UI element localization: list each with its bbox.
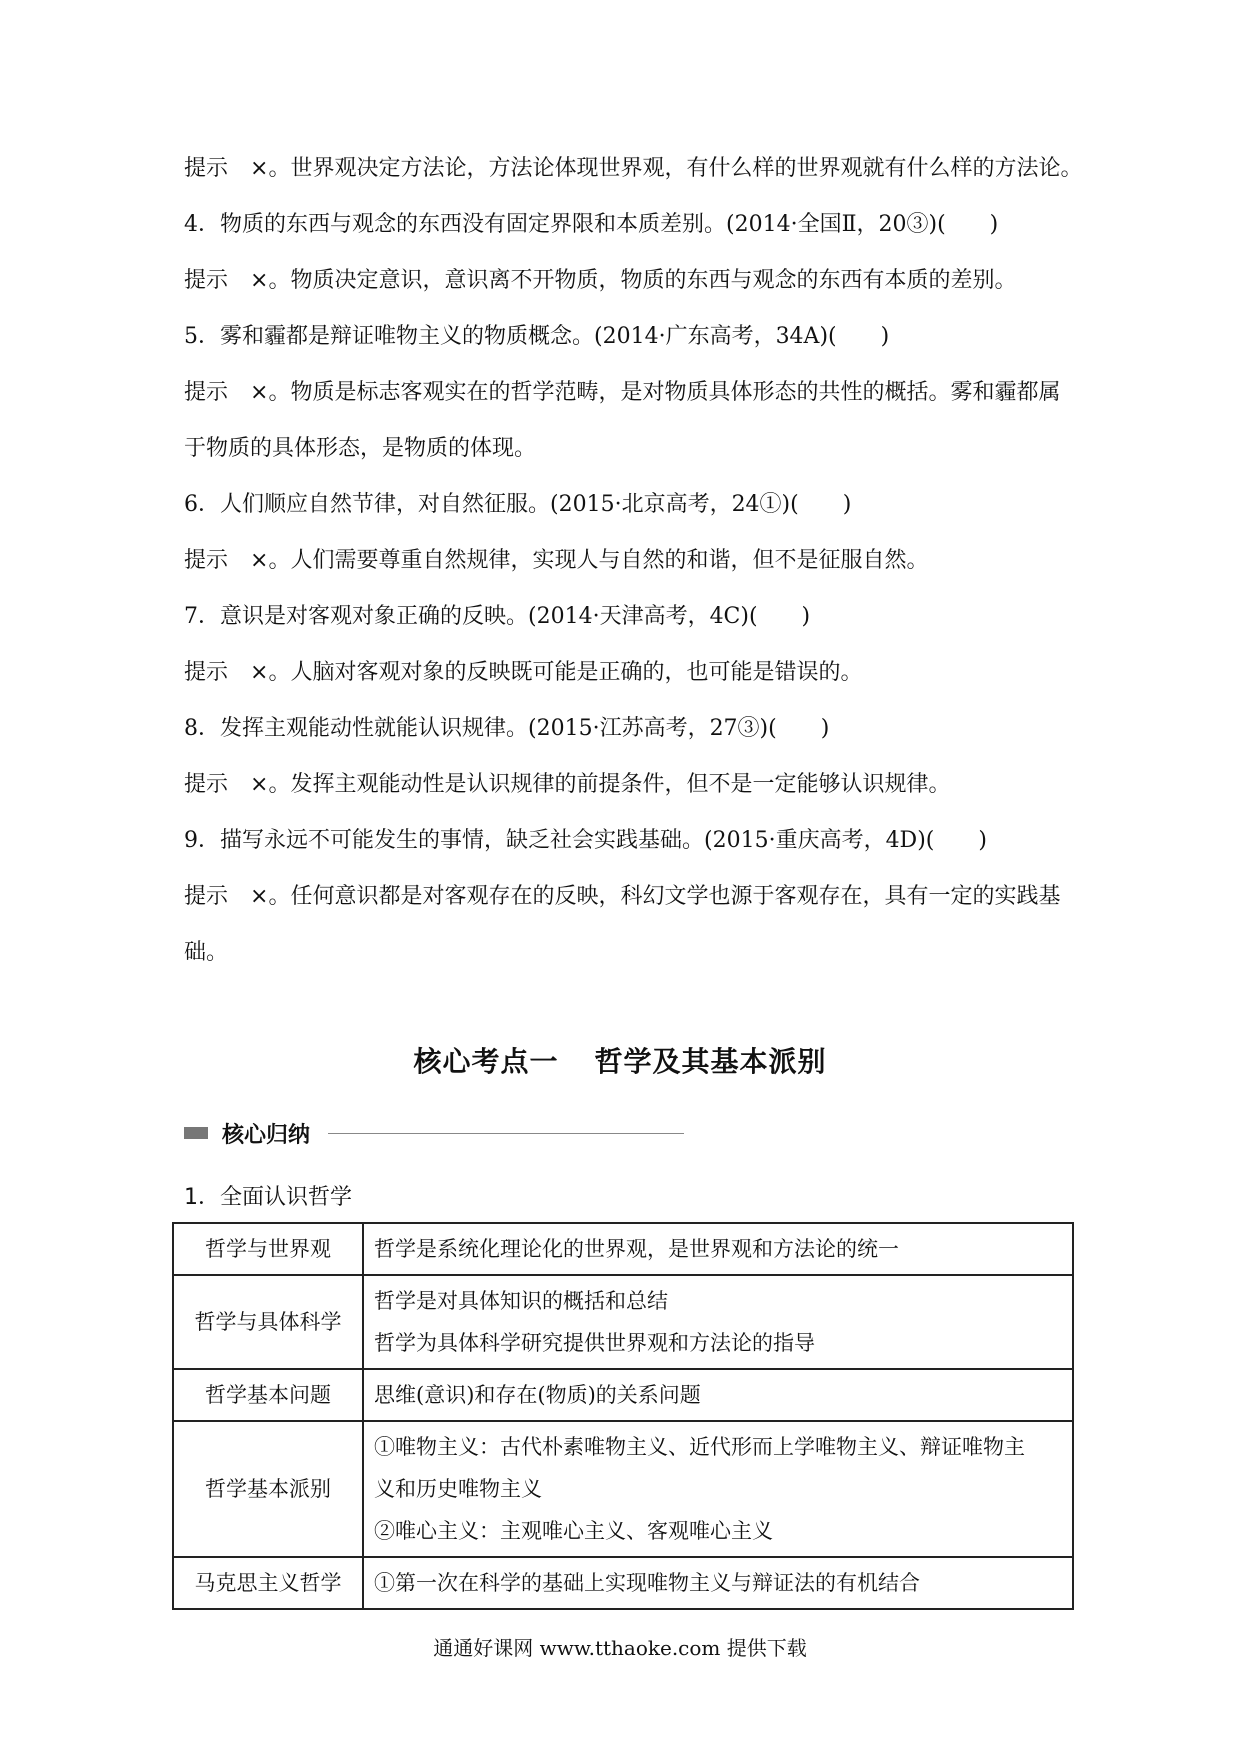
hint-line <box>184 154 1083 184</box>
hint-line <box>184 658 1064 688</box>
subheading-marker-icon <box>184 1127 208 1139</box>
hint-text: ×。任何意识都是对客观存在的反映，科幻文学也源于客观存在，具有一定的实践基 <box>250 884 1061 909</box>
table-value-line: ②唯心主义：主观唯心主义、客观唯心主义 <box>374 1519 773 1543</box>
table-value-line: 哲学是系统化理论化的世界观，是世界观和方法论的统一 <box>374 1237 899 1261</box>
item-title: 1．全面认识哲学 <box>184 1185 352 1210</box>
hint-text: ×。物质决定意识，意识离不开物质，物质的东西与观念的东西有本质的差别。 <box>250 268 1017 293</box>
table-key: 哲学与世界观 <box>173 1223 363 1275</box>
subheading-label: 核心归纳 <box>222 1122 311 1148</box>
table-value-line: 哲学为具体科学研究提供世界观和方法论的指导 <box>374 1331 815 1355</box>
table-row <box>173 1275 1073 1369</box>
table-value <box>363 1421 1073 1557</box>
question-line: 8．发挥主观能动性就能认识规律。(2015·江苏高考，27③)( ) <box>184 716 830 741</box>
question-line: 4．物质的东西与观念的东西没有固定界限和本质差别。(2014·全国Ⅱ，20③)( ) <box>184 212 999 237</box>
section-title-number: 核心考点一 <box>413 1045 559 1078</box>
hint-line <box>184 882 1064 912</box>
hint-text: ×。物质是标志客观实在的哲学范畴，是对物质具体形态的共性的概括。雾和霾都属 <box>250 380 1061 405</box>
table-value <box>363 1369 1073 1421</box>
table-value <box>363 1557 1073 1609</box>
question-line: 7．意识是对客观对象正确的反映。(2014·天津高考，4C)( ) <box>184 604 811 629</box>
hint-label: 提示 <box>184 660 229 685</box>
hint-label: 提示 <box>184 548 229 573</box>
table-row <box>173 1421 1073 1557</box>
table-value <box>363 1275 1073 1369</box>
table-value-line: ①第一次在科学的基础上实现唯物主义与辩证法的有机结合 <box>374 1571 920 1595</box>
hint-continuation: 于物质的具体形态，是物质的体现。 <box>184 436 537 461</box>
hint-label: 提示 <box>184 268 229 293</box>
subheading <box>184 1118 684 1148</box>
hint-line <box>184 770 1064 800</box>
hint-label: 提示 <box>184 884 229 909</box>
table-value-line: ①唯物主义：古代朴素唯物主义、近代形而上学唯物主义、辩证唯物主 <box>374 1435 1025 1459</box>
hint-text: ×。人们需要尊重自然规律，实现人与自然的和谐，但不是征服自然。 <box>250 548 929 573</box>
section-title <box>0 1040 1240 1080</box>
section-title-topic: 哲学及其基本派别 <box>594 1045 827 1078</box>
table-value-line: 义和历史唯物主义 <box>374 1477 542 1501</box>
philosophy-table <box>172 1222 1074 1610</box>
table-value <box>363 1223 1073 1275</box>
table-key: 哲学基本派别 <box>173 1421 363 1557</box>
table-value-line: 思维(意识)和存在(物质)的关系问题 <box>374 1383 701 1407</box>
hint-line <box>184 378 1064 408</box>
question-line: 6．人们顺应自然节律，对自然征服。(2015·北京高考，24①)( ) <box>184 492 852 517</box>
page-footer: 通通好课网 www.tthaoke.com 提供下载 <box>433 1636 807 1660</box>
hint-text: ×。世界观决定方法论，方法论体现世界观，有什么样的世界观就有什么样的方法论。 <box>250 156 1083 181</box>
hint-label: 提示 <box>184 380 229 405</box>
hint-line <box>184 266 1064 296</box>
table-row <box>173 1223 1073 1275</box>
question-line: 5．雾和霾都是辩证唯物主义的物质概念。(2014·广东高考，34A)( ) <box>184 324 890 349</box>
subheading-rule <box>328 1133 684 1134</box>
table-row <box>173 1369 1073 1421</box>
hint-text: ×。人脑对客观对象的反映既可能是正确的，也可能是错误的。 <box>250 660 863 685</box>
table-row <box>173 1557 1073 1609</box>
question-line: 9．描写永远不可能发生的事情，缺乏社会实践基础。(2015·重庆高考，4D)( ) <box>184 828 987 853</box>
table-key: 马克思主义哲学 <box>173 1557 363 1609</box>
hint-text: ×。发挥主观能动性是认识规律的前提条件，但不是一定能够认识规律。 <box>250 772 951 797</box>
hint-label: 提示 <box>184 156 229 181</box>
table-value-line: 哲学是对具体知识的概括和总结 <box>374 1289 668 1313</box>
table-key: 哲学基本问题 <box>173 1369 363 1421</box>
hint-continuation: 础。 <box>184 940 229 965</box>
hint-label: 提示 <box>184 772 229 797</box>
hint-line <box>184 546 1064 576</box>
table-key: 哲学与具体科学 <box>173 1275 363 1369</box>
